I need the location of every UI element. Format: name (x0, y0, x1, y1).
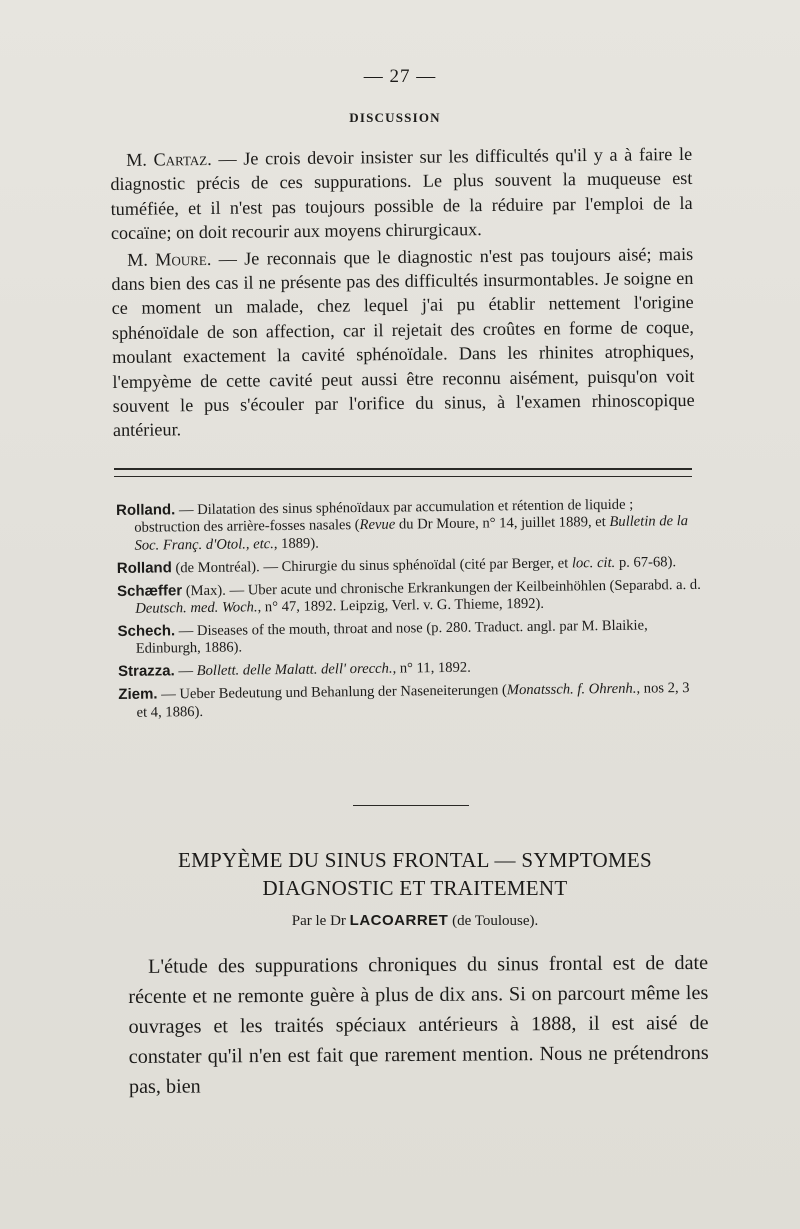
reference-title-italic: Deutsch. med. Woch. (135, 599, 258, 617)
byline-prefix: Par le Dr (291, 913, 350, 929)
reference-text: , nos 2, 3 et 4, 1886). (136, 680, 690, 721)
section-title: DISCUSSION (349, 110, 441, 125)
reference-entry (117, 616, 701, 659)
reference-text: p. 67-68). (615, 553, 677, 571)
reference-entry (116, 495, 701, 555)
reference-author: Ziem. (118, 685, 158, 704)
speaker-name: M. Cartaz. (126, 148, 212, 170)
body-paragraph: L'étude des suppurations chroniques du sinus frontal est de date récente et ne remonte guère à plus de dix ans. Si on parcourt même les ouvrages et les traités spéciaux antérieurs à 1888, il est aisé de constater qu'il n'en est fait que rarement mention. Nous ne prétendrons pas, bien (128, 951, 709, 1098)
article-body (128, 948, 709, 1102)
reference-text: du Dr Moure, n° 14, juillet 1889, et (395, 514, 610, 533)
reference-title-italic: Bulletin de la Soc. Franç. d'Otol., etc. (134, 513, 689, 554)
article-title-line-1: EMPYÈME DU SINUS FRONTAL — SYMPTOMES (177, 848, 653, 872)
double-rule-divider (114, 468, 692, 477)
speaker-name: M. Moure. (127, 248, 212, 270)
discussion-paragraph-moure (111, 242, 695, 443)
reference-text: , n° 11, 1892. (392, 659, 471, 677)
reference-text: — (174, 663, 197, 680)
reference-author: Rolland (116, 559, 172, 577)
speech-text: — Je reconnais que le diagnostic n'est pas toujours aisé; mais dans bien des cas il ne présente pas des difficultés insurmontables. Je soigne en ce moment un malade, chez lequel j'ai pu établir nettement l'origine sphénoïdale de son affection, car il rejetait des croûtes en forme de coque, moulant exactement la cavité sphénoïdale. Dans les rhinites atrophiques, l'empyème de cette cavité peut aussi être reconnu aisément, puisqu'on voit souvent le pus s'écouler par l'orifice du sinus, à l'examen rhinoscopique antérieur. (111, 243, 695, 441)
discussion-paragraph-cartaz (110, 142, 693, 246)
reference-text: , 1889). (273, 535, 319, 552)
article-title (0, 846, 800, 902)
reference-text: , n° 47, 1892. Leipzig, Verl. v. G. Thieme, 1892). (257, 595, 545, 616)
author-name: LACOARRET (349, 912, 449, 929)
reference-title-italic: Monatssch. f. Ohrenh. (506, 680, 637, 699)
byline-suffix: (de Toulouse). (448, 913, 539, 929)
reference-entry (117, 575, 701, 618)
article-byline (0, 912, 800, 930)
reference-title-italic: loc. cit. (571, 554, 616, 572)
bibliography-list (116, 495, 703, 727)
reference-text: — Diseases of the mouth, throat and nose (p. 280. Traduct. angl. par M. Blaikie, Edinburgh, 1886). (135, 617, 648, 658)
reference-entry (118, 679, 702, 722)
reference-text: — Dilatation des sinus sphénoïdaux par accumulation et rétention de liquide ; obstruction des arrière-fosses nasales ( (134, 496, 634, 537)
reference-author: Rolland. (116, 501, 176, 519)
reference-text: (Max). — Uber acute und chronische Erkrankungen der Keilbeinhöhlen (Separabd. a. d. (182, 576, 701, 599)
short-rule-divider (353, 805, 469, 806)
reference-author: Schæffer (116, 581, 183, 600)
reference-title-italic: Revue (359, 516, 396, 534)
reference-entry (118, 656, 702, 682)
reference-author: Schech. (117, 622, 176, 640)
speech-text: — Je crois devoir insister sur les difficultés qu'il y a à faire le diagnostic précis de ces suppurations. Le plus souvent la muqueuse est tuméfiée, et il n'est pas toujours possible de la réduire par l'emploi de la cocaïne; on doit recourir aux moyens chirurgicaux. (110, 143, 693, 244)
reference-title-italic: Bollett. delle Malatt. dell' orecch. (196, 660, 393, 680)
page-number: — 27 — (363, 66, 437, 87)
reference-text: (de Montréal). — Chirurgie du sinus sphénoïdal (cité par Berger, et (171, 555, 572, 577)
reference-author: Strazza. (117, 662, 175, 681)
reference-text: — Ueber Bedeutung und Behanlung der Naseneiterungen ( (157, 682, 507, 703)
reference-entry (117, 553, 701, 579)
article-title-line-2: DIAGNOSTIC ET TRAITEMENT (262, 876, 568, 900)
discussion-block (110, 142, 695, 445)
